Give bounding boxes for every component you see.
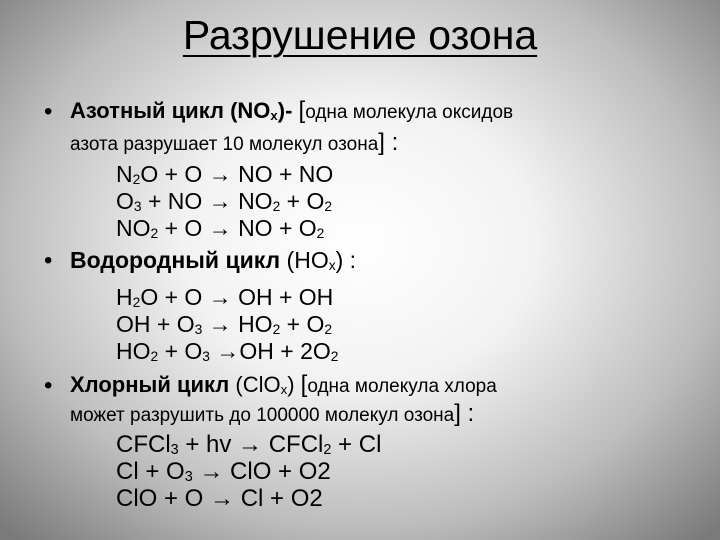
hydrogen-cycle-heading: Водородный цикл $(HO_x)$ : xyxy=(70,247,357,274)
equation-oh-o3: OH + $O_3 \to HO_2 + O_2$ xyxy=(116,311,333,338)
nitrogen-cycle-heading: Азотный цикл $(NO_x)-$ [одна молекула оксидов xyxy=(70,97,514,124)
equation-clo-o: ClO + O → Cl + O2 xyxy=(116,485,323,512)
slide-title: Разрушение озона xyxy=(182,12,538,58)
chlorine-cycle-heading: Хлорный цикл (ClO$_x$) [одна молекула хлора xyxy=(70,371,497,398)
equation-h2o: $H_2O + O$ → OH + OH xyxy=(116,284,334,311)
bullet: • xyxy=(44,247,53,274)
chlorine-cycle-note: может разрушить до 100000 молекул озона] : xyxy=(70,400,475,427)
equation-n2o: $N_2O + O$ → NO + NO xyxy=(116,161,334,188)
bullet: • xyxy=(44,98,53,125)
equation-o3-no: $O_3$ + NO → $NO_2 + O_2$ xyxy=(116,188,333,215)
equation-cl-o3: $Cl + O_3$ → ClO + O2 xyxy=(116,458,331,486)
bullet: • xyxy=(44,372,53,399)
equation-ho2-o3: $HO_2 + O_3 \to OH + 2O_2$ xyxy=(116,338,339,365)
equation-cfcl3: CFCl$_3$ + hv → CFCl$_2$ + Cl xyxy=(116,431,382,459)
nitrogen-cycle-note: азота разрушает 10 молекул озона] : xyxy=(70,129,399,156)
equation-no2-o: $NO_2 + O$ → NO + $O_2$ xyxy=(116,215,325,242)
